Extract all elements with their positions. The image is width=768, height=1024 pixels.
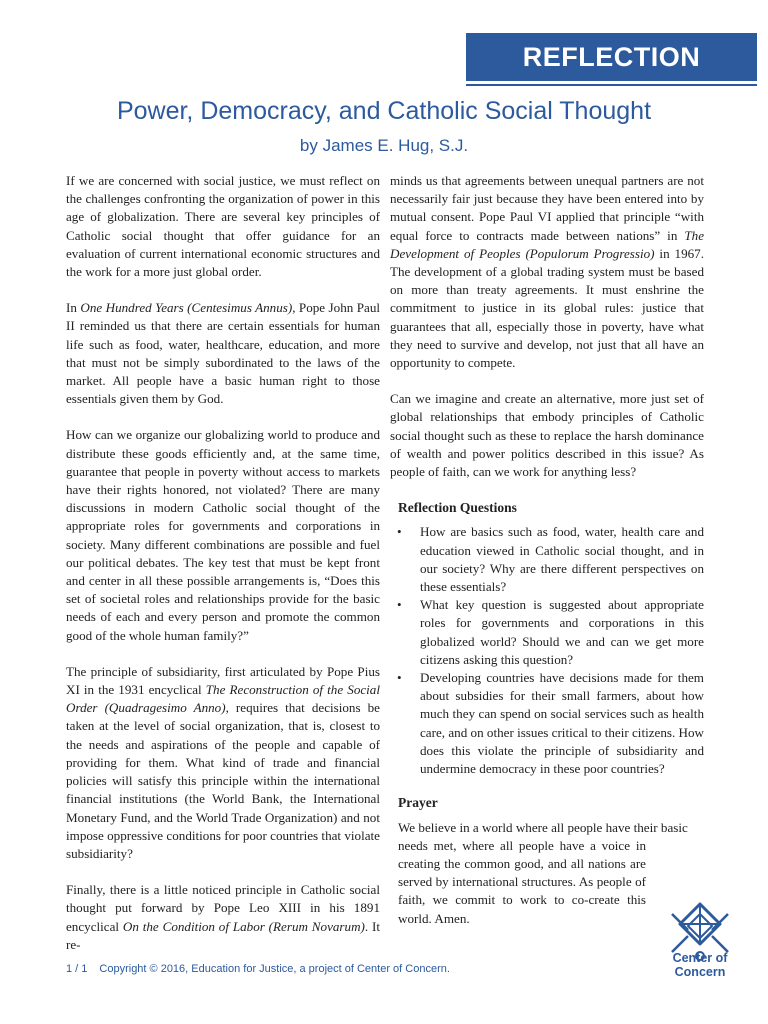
reflection-questions-heading: Reflection Questions — [398, 500, 517, 516]
prayer-block — [398, 819, 688, 928]
list-item: • How are basics such as food, water, health care and education viewed in Catholic social thought, and in our society? Why are there different perspectives on these essentials? — [397, 524, 704, 595]
author-byline: by James E. Hug, S.J. — [299, 136, 469, 155]
paragraph: How can we organize our globalizing world to produce and distribute these goods efficiently and, at the same time, guarantee that people in poverty without access to markets have their rights honored, not violated? There are many discussions in modern Catholic social thought of the appropriate roles for governments and corporations in society. Many different combinations are possible and fuel our political debates. The key test that must be kept front and center in all these possible arrangements is, “Does this set of societal roles and relationships provide for the basic needs of each and every person and promote the common good of the whole human family?” — [66, 427, 380, 643]
questions-list — [390, 523, 704, 778]
list-item: • What key question is suggested about appropriate roles for governments and corporations in this globalized world? Should we and can we get more citizens asking this question? — [397, 597, 704, 667]
book-title: The Development of Peoples (Populorum Progressio) — [390, 227, 704, 261]
bullet-icon: • — [397, 597, 402, 613]
prayer-text: We believe in a world where all people have their basic needs met, where all people have a voice in creating the common good, and all nations are served by international structures. As people of faith, we commit to work to co-create this world. Amen. — [398, 819, 688, 926]
page-number: 1 / 1 — [66, 963, 88, 975]
paragraph: Can we imagine and create an alternative, more just set of global relationships that embody principles of Catholic social thought such as these to replace the harsh dominance of wealth and power politics described in this issue? As people of faith, can we work for anything less? — [390, 391, 704, 480]
paragraph: Finally, there is a little noticed principle in Catholic social thought put forward by Pope Leo XIII in his 1891 encyclical On the Condition of Labor (Rerum Novarum). It re- — [66, 882, 381, 952]
bullet-icon: • — [397, 670, 402, 686]
left-column — [66, 172, 380, 972]
book-title: On the Condition of Labor (Rerum Novarum) — [122, 918, 365, 934]
footer — [66, 963, 450, 975]
banner-label: REFLECTION — [522, 41, 701, 72]
page-title: Power, Democracy, and Catholic Social Thought — [116, 97, 652, 125]
section-banner — [466, 33, 757, 81]
list-item: • Developing countries have decisions made for them about subsidies for their small farmers, about how much they can spend on social services such as health care, and on other issues critical to their citizens. How does this violate the principle of subsidiarity and undermine democracy in these poor countries? — [397, 670, 704, 777]
paragraph: minds us that agreements between unequal partners are not necessarily fair just because they have been entered into by mutual consent. Pope Paul VI applied that principle “with equal force to contracts made between nations” in The Development of Peoples (Populorum Progressio) in 1967. The development of a global trading system must be based on more than treaty agreements. It must enshrine the commitment to justice in its global rules: justice that guarantees that all, especially those in poverty, have what they need to survive and develop, not just that all have an opportunity to compete. — [390, 173, 704, 371]
paragraph: In One Hundred Years (Centesimus Annus), Pope John Paul II reminded us that there are certain essentials for human life such as food, water, healthcare, education, and more that must not be simply subordinated to the laws of the market. All people have a basic human right to those essentials given them by God. — [66, 300, 381, 407]
book-title: The Reconstruction of the Social Order (Quadragesimo Anno) — [66, 682, 380, 716]
book-title: One Hundred Years (Centesimus Annus) — [80, 300, 293, 316]
logo-caption: Center of Concern — [672, 951, 728, 979]
bullet-icon: • — [397, 524, 402, 540]
paragraph: The principle of subsidiarity, first articulated by Pope Pius XI in the 1931 encyclical The Reconstruction of the Social Order (Quadragesimo Anno), requires that decisions be taken at the level of social organization, that is, closest to the needs and aspirations of the people and capable of providing for them. What kind of trade and financial policies will satisfy this principle within the international financial institutions (the World Bank, the International Monetary Fund, and the World Trade Organization) and not impose oppressive conditions for poor countries that violate subsidiarity? — [66, 663, 380, 861]
copyright-text: Copyright © 2016, Education for Justice, a project of Center of Concern. — [99, 963, 450, 975]
paragraph: If we are concerned with social justice, we must reflect on the challenges confronting the organization of power in this age of globalization. There are several key principles of Catholic social thought that offer guidance for an evaluation of current international economic structures and the work for a more just global order. — [66, 173, 380, 280]
right-column — [390, 172, 704, 946]
prayer-heading: Prayer — [398, 795, 438, 811]
banner-rule — [466, 84, 757, 86]
